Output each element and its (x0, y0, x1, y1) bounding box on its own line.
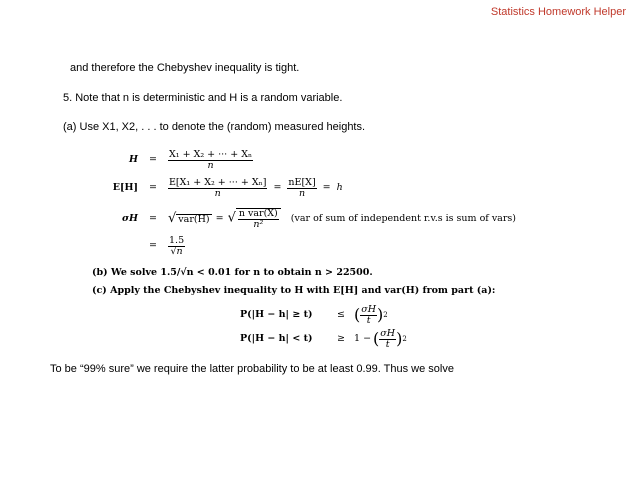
eq-lhs-H: H (129, 154, 138, 166)
ineq-rel: ≥ (337, 333, 345, 345)
ineq-lhs: P(|H − h| < t) (240, 333, 313, 345)
eq-sign: = (149, 182, 157, 194)
eq-sign: = (149, 154, 157, 166)
ineq-one-minus: 1 − (354, 333, 372, 345)
eq-lhs-EH: E[H] (112, 182, 138, 194)
equation-result (100, 236, 185, 256)
header-title: Statistics Homework Helper (490, 6, 626, 18)
fraction-E-sum (168, 178, 267, 198)
fraction-denominator: n (214, 187, 221, 199)
equation-expectation (100, 178, 343, 198)
text-line-part-a: (a) Use X1, X2, . . . to denote the (random) measured heights. (63, 121, 366, 133)
fraction-sum-over-n (168, 150, 253, 170)
inequality-2: P(|H − h| < t) ≥ 1 − ( $\frac{\sigma H}{t}$ ) 2 (240, 328, 407, 350)
part-c: (c) Apply the Chebyshev inequality to H with E[H] and var(H) from part (a): (92, 285, 496, 296)
fraction-denominator: n (207, 159, 214, 171)
fraction-numerator: nE[X] (288, 177, 316, 188)
ineq-rel: ≤ (337, 309, 345, 321)
eq-lhs-sigmaH: σH (122, 212, 138, 224)
equation-block (100, 150, 520, 260)
fraction-sigma-over-t: $\frac{\sigma H}{t}$ (361, 304, 377, 326)
fraction-sigma-over-t: $\frac{\sigma H}{t}$ (380, 328, 396, 350)
text-line-99-sure: To be “99% sure” we require the latter probability to be at least 0.99. Thus we solve (50, 363, 454, 375)
inequality-1: P(|H − h| ≥ t) ≤ ( $\frac{\sigma H}{t}$ ) 2 (240, 304, 388, 326)
text-line-note-5: 5. Note that n is deterministic and H is a random variable. (63, 92, 343, 104)
fraction-nEX (287, 178, 316, 198)
part-b: (b) We solve 1.5/√n < 0.01 for n to obtain n > 22500. (92, 267, 373, 278)
fraction-denominator: n (298, 187, 306, 199)
ineq-lhs: P(|H − h| ≥ t) (240, 309, 313, 321)
equation-H (100, 150, 253, 170)
fraction-denominator: √n (170, 245, 183, 257)
fraction-1.5-over-sqrt-n (168, 236, 185, 256)
fraction-numerator: E[X₁ + X₂ + ··· + Xₙ] (169, 177, 267, 188)
eq-sign: = (149, 212, 157, 224)
var-note: (var of sum of independent r.v.s is sum of vars) (290, 212, 516, 224)
eq-rhs-h: h (336, 182, 343, 194)
equation-sigma (100, 208, 516, 229)
sqrt-varH: √ var(H) (168, 211, 210, 226)
eq-sign: = (215, 212, 224, 224)
inequality-block (240, 305, 480, 355)
eq-sign: = (273, 182, 282, 194)
fraction-numerator: X₁ + X₂ + ··· + Xₙ (169, 149, 253, 160)
text-line-chebyshev-tight: and therefore the Chebyshev inequality is tight. (70, 62, 300, 74)
fraction-numerator: 1.5 (169, 235, 185, 246)
sqrt-fraction: √ $\frac{\text{n var(X)}}{\text{n²}}$ (228, 208, 281, 229)
eq-sign: = (322, 182, 331, 194)
eq-sign: = (149, 240, 157, 252)
